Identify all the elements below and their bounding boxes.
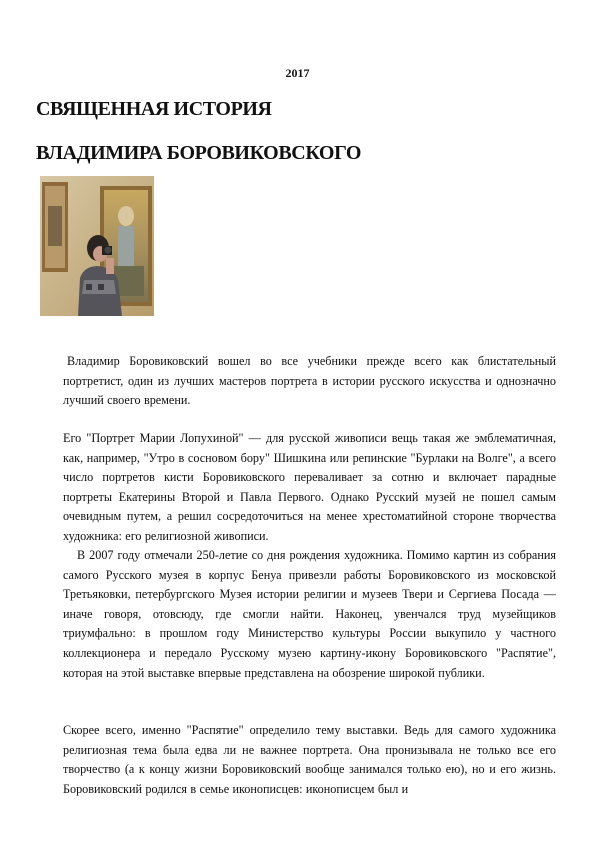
article-title-line-1: СВЯЩЕННАЯ ИСТОРИЯ bbox=[36, 98, 272, 120]
article-title-line-2: ВЛАДИМИРА БОРОВИКОВСКОГО bbox=[36, 142, 362, 164]
article-photo bbox=[40, 176, 154, 316]
publication-year: 2017 bbox=[285, 66, 310, 80]
photo-of-woman-with-camera-in-gallery-icon bbox=[40, 176, 154, 316]
article-paragraph-4: Скорее всего, именно "Распятие" определило тему выставки. Ведь для самого художника религиозная тема была едва ли не важнее портрета. Она пронизывала не только все его творчество (а к концу жизни Боровиковский вообще занимался только ею), но и его жизнь. Боровиковский родился в семье иконописцев: иконописцем был и bbox=[63, 723, 556, 796]
article-paragraph-2: Его "Портрет Марии Лопухиной" — для русской живописи вещь такая же эмблематичная, как, например, "Утро в сосновом бору" Шишкина или репинские "Бурлаки на Волге", а всего число портретов кисти Боровиковского переваливает за сотню и включает парадные портреты Екатерины Второй и Павла Первого. Однако Русский музей не пошел самым очевидным путем, а решил сосредоточиться на менее хрестоматийной стороне творчества художника: его религиозной живописи. bbox=[63, 431, 556, 543]
article-paragraph-1: Владимир Боровиковский вошел во все учебники прежде всего как блистательный портретист, один из лучших мастеров портрета в истории русского искусства и однозначно лучший своего времени. bbox=[63, 354, 556, 408]
article-paragraph-3: В 2007 году отмечали 250-летие со дня рождения художника. Помимо картин из собрания самого Русского музея в корпус Бенуа привезли работы Боровиковского из московской Третьяковки, петербургского Музея истории религии и музеев Твери и Сергиева Посада — иначе говоря, отовсюду, где смогли найти. Наконец, увенчался труд музейщиков триумфально: в прошлом году Министерство культуры России выкупило у частного коллекционера и передало Русскому музею картину-икону Боровиковского "Распятие", которая на этой выставке впервые представлена на обозрение широкой публики. bbox=[63, 548, 556, 680]
